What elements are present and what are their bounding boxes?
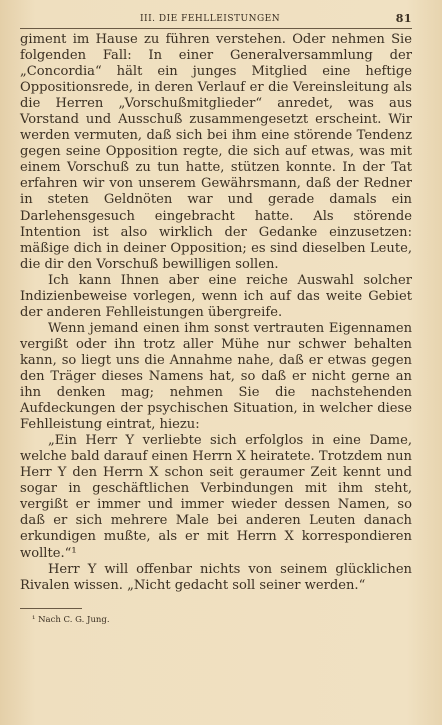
running-title: III. DIE FEHLLEISTUNGEN bbox=[140, 14, 281, 24]
page-body bbox=[20, 32, 412, 594]
paragraph-rivalen: Herr Y will offenbar nichts von seinem glücklichen Rivalen wissen. „Nicht gedacht soll seiner werden.“ bbox=[20, 561, 412, 593]
footnote-rule bbox=[20, 608, 82, 609]
footnote: ¹ Nach C. G. Jung. bbox=[32, 614, 110, 625]
paragraph-continuation: giment im Hause zu führen verstehen. Oder nehmen Sie folgenden Fall: In einer Generalversammlung der „Concordia“ hält ein junges Mitglied eine heftige Oppositionsrede, in deren Verlauf er die Vereinsleitung als die Herren „Vorschußmitglieder“ anredet, was aus Vorstand und Ausschuß zusammengesetzt erscheint. Wir werden vermuten, daß sich bei ihm eine störende Tendenz gegen seine Opposition regte, die sich auf etwas, was mit einem Vorschuß zu tun hatte, stützen konnte. In der Tat erfahren wir von unserem Gewährsmann, daß der Redner in steten Geldnöten war und gerade damals ein Darlehensgesuch eingebracht hatte. Als störende Intention ist also wirklich der Gedanke einzusetzen: mäßige dich in deiner Opposition; es sind dieselben Leute, die dir den Vorschuß bewilligen sollen. bbox=[20, 32, 412, 272]
quote-paragraph: „Ein Herr Y verliebte sich erfolglos in eine Dame, welche bald darauf einen Herrn X heiratete. Trotzdem nun Herr Y den Herrn X schon seit geraumer Zeit kennt und sogar in geschäftlichen Verbindungen mit ihm steht, vergißt er immer und immer wieder dessen Namen, so daß er sich mehrere Male bei anderen Leuten danach erkundigen mußte, als er mit Herrn X korrespondieren wollte.“¹ bbox=[20, 433, 412, 561]
paragraph-eigennamen: Wenn jemand einen ihm sonst vertrauten Eigennamen vergißt oder ihn trotz aller Mühe nur schwer behalten kann, so liegt uns die Annahme nahe, daß er etwas gegen den Träger dieses Namens hat, so daß er nicht gerne an ihn denken mag; nehmen Sie die nachstehenden Aufdeckungen der psychischen Situation, in welcher diese Fehlleistung eintrat, hiezu: bbox=[20, 320, 412, 433]
page-number: 81 bbox=[395, 12, 412, 25]
paragraph-indizien: Ich kann Ihnen aber eine reiche Auswahl solcher Indizienbeweise vorlegen, wenn ich auf das weite Gebiet der anderen Fehlleistungen übergreife. bbox=[20, 272, 412, 320]
page-header bbox=[20, 10, 412, 29]
